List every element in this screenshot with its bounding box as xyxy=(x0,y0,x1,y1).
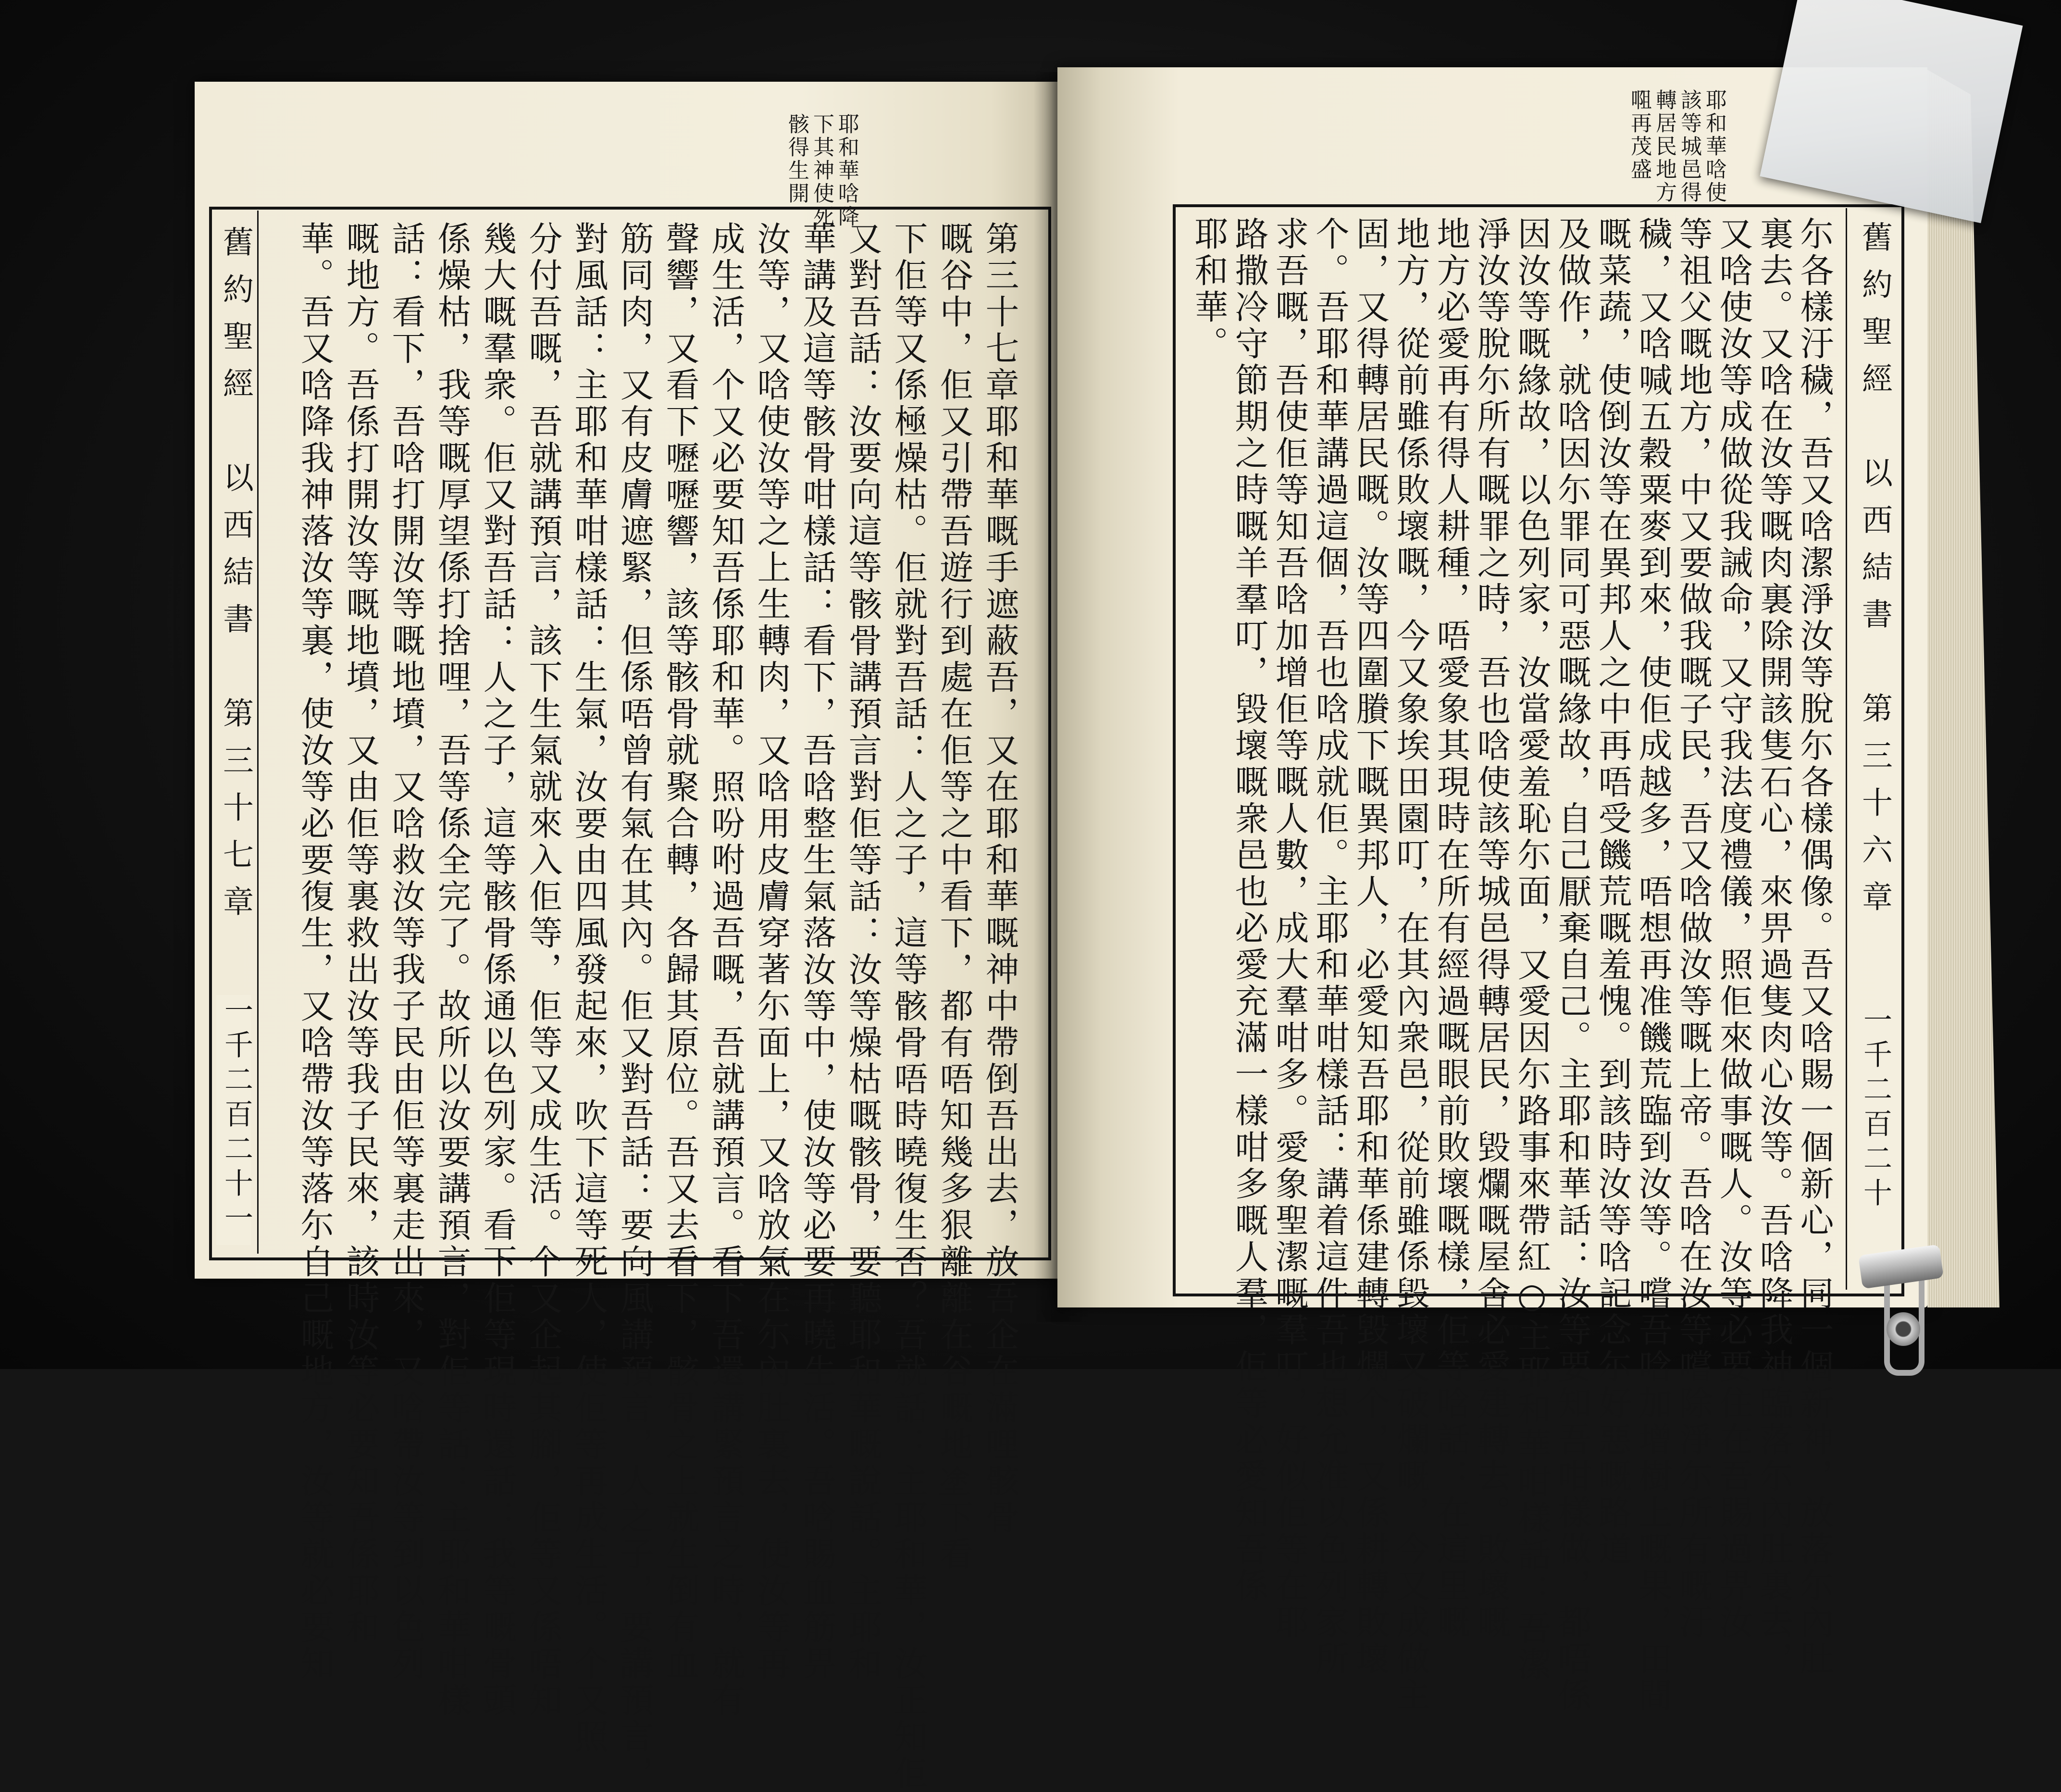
left-running-title: 舊約聖經 以西結書 第三十七章 xyxy=(218,226,253,933)
text-column: 話：看下，吾唅打開汝等嘅地墳，又唅救汝等我子民由佢等裏走出來，又唅帶汝等到以色列 xyxy=(386,221,426,1682)
text-column: 係燥枯，我等嘅厚望係打捨哩，吾等係全完了。故所以汝要講預言，對佢等話：主耶和華咁樣 xyxy=(432,221,472,1719)
text-column: 路撒冷守節期之時嘅羊羣叮，毀壞嘅衆邑也必愛充滿一樣咁多嘅人羣，佢等必愛知吾係 xyxy=(1229,216,1269,1605)
text-column: 尓各樣汙穢，吾又唅潔淨汝等脫尓各樣偶像。吾又唅賜一個新心，同一個新神，放落尓內肚 xyxy=(1795,216,1834,1678)
text-column: 求吾嘅，吾使佢等知吾唅加增佢等嘅人數，成大羣咁多。愛象聖潔嘅羣叮，好似佢等在耶 xyxy=(1270,216,1309,1641)
side-note-line: 耶和華唅使 xyxy=(1702,89,1726,204)
side-note-line: 下其神使死 xyxy=(809,113,834,228)
text-column: 聲響，又看下嚦嚦響，該等骸骨就聚合轉，各歸其原位。吾又去看下，骸骨之上就生倒有血 xyxy=(660,221,700,1682)
text-column: 嘅地方。吾係打開汝等嘅地墳，又由佢等裏救出汝等我子民來，該時汝等必要知吾係耶和 xyxy=(341,221,380,1646)
text-column: 嘅谷中，佢又引帶吾遊行到處在佢等之中看下，都有唔知幾多狠離離在谷嘅地𡍼下看 xyxy=(934,221,974,1573)
text-column: 裏去。又唅在汝等嘅肉裏除開該隻石心，來畀過隻肉心汝等。吾唅降我神臨落尓內肚裏去， xyxy=(1754,216,1794,1678)
text-column: 又唅使汝等成做從我誡命，又守我法度禮儀，照佢來做事嘅人。汝等必要住在吾賜過畀汝 xyxy=(1714,216,1753,1641)
binder-clip-ring xyxy=(1887,1312,1920,1346)
right-running-title: 舊約聖經 以西結書 第三十六章 xyxy=(1857,221,1892,928)
text-column: 固，又得轉居民嘅。汝等四圍賸下嘅異邦人，必愛知吾耶和華係建轉毀爛个，又係耕轉敗壞 xyxy=(1351,216,1390,1678)
text-column: 華講及這等骸骨咁樣話：看下，吾唅整生氣落汝等中，使汝等必要再曉生活。吾唅賜血筋畀 xyxy=(797,221,837,1682)
left-page-title-rule xyxy=(257,211,259,1254)
text-column: 汝等，又唅使汝等之上生轉肉，又唅用皮膚穿著尓面上，又唅放氣在尓內肚裏去，使汝等再 xyxy=(752,221,791,1682)
text-column: 因汝等嘅緣故，以色列家，汝當愛羞恥尓面，又愛因尓路事來帶紅○主耶和華咁樣話：吾潔 xyxy=(1512,216,1552,1683)
side-note-line: 耶和華唅降 xyxy=(834,113,859,228)
left-page-number: 一千二百二十一 xyxy=(216,995,251,1245)
text-column: 又對吾話：汝要向這等骸骨講預言對佢等話：汝等燥枯嘅骸骨，要聽耶和華嘅說話。主耶和 xyxy=(843,221,882,1682)
right-page-title-rule xyxy=(1846,208,1847,1290)
text-column: 第三十七章耶和華嘅手遮蔽吾，又在耶和華嘅神中帶倒吾出去，放吾企在滿哩骸骨 xyxy=(980,221,1019,1536)
text-column: 穢，又唅喊五穀粟麥到來，使佢成越多，唔想再准饑荒臨到汝等。嚐吾唅加增樹上嘅果，田間 xyxy=(1633,216,1673,1714)
side-note-line: 骸得生開 xyxy=(784,113,809,205)
right-page-edges xyxy=(1927,70,1999,1307)
right-page-number: 一千二百二十 xyxy=(1855,1005,1890,1274)
side-note-line: 該等城邑得 xyxy=(1677,89,1701,204)
text-column: 及做作，就唅因尓罪同可惡嘅緣故，自己厭棄自己。主耶和華話：汝等要知吾咁樣做，都唔係 xyxy=(1552,216,1592,1714)
side-note-line: 轉居民地方 xyxy=(1652,89,1676,204)
text-column: 成生活，个又必要知吾係耶和華。照吩咐過吾嘅，吾就講預言。看下吾還講緊預言之時，就有 xyxy=(706,221,745,1719)
right-page xyxy=(1057,67,1927,1714)
text-column: 淨汝等脫尓所有嘅罪之時，吾也唅使該等城邑得轉居民，毀爛嘅屋舍必愛建轉去。敗壞嘅 xyxy=(1472,216,1511,1641)
text-column: 地方必愛再有得人耕種，唔愛象其現時在所有經過嘅眼前敗壞嘅樣，佢等唅話：在這里嘅 xyxy=(1431,216,1471,1641)
text-column: 地方，從前雖係敗壞嘅，今又象埃田園叮，在其內衆邑，從前雖係毀壞又破爛嘅，今又成做主 xyxy=(1391,216,1430,1714)
text-column: 華。吾又唅降我神落汝等裏，使汝等必要復生，又唅帶汝等落尓自己嘅地方，汝等就必要知 xyxy=(295,221,335,1682)
text-column: 筋同肉，又有皮膚遮緊，但係唔曾有氣在其內。佢又對吾話：要向風講預言，人之子，要講預言， xyxy=(615,221,654,1792)
text-column: 耶和華。 xyxy=(1189,216,1229,362)
text-column: 對風話：主耶和華咁樣話：生氣，汝要由四風發起來，吹下這等死人，使佢等再成生活。个又照 xyxy=(569,221,608,1755)
side-note-line: 唨再茂盛 xyxy=(1627,89,1651,181)
text-column: 下佢等又係極燥枯。佢就對吾話：人之子，這等骸骨唔時曉復生否？吾就話：主耶和華，汝正知佢 xyxy=(889,221,928,1792)
text-column: 嘅菜蔬，使倒汝等在異邦人之中再唔受饑荒嘅羞愧。到該時汝等唅記念尓好惡嘅路道 xyxy=(1593,216,1632,1568)
left-page xyxy=(195,82,1060,1792)
text-column: 个。吾耶和華講過這個，吾也唅成就佢。主耶和華咁樣話：講着這件吾也想允准以色列家所 xyxy=(1310,216,1350,1678)
text-column: 等祖父嘅地方，中又要做我嘅子民，吾又唅做汝等嘅上帝。吾唅在汝等嚐除淨尓所有嘅汙 xyxy=(1674,216,1713,1641)
text-column: 分付吾嘅，吾就講預言，該下生氣就來入佢等，佢等又成生活。个又企起其腳，佢等又係唔知 xyxy=(523,221,563,1719)
text-column: 幾大嘅羣衆。佢又對吾話：人之子，這等骸骨係通以色列家。看下佢等現時還話：我等嘅骨頭 xyxy=(478,221,517,1719)
